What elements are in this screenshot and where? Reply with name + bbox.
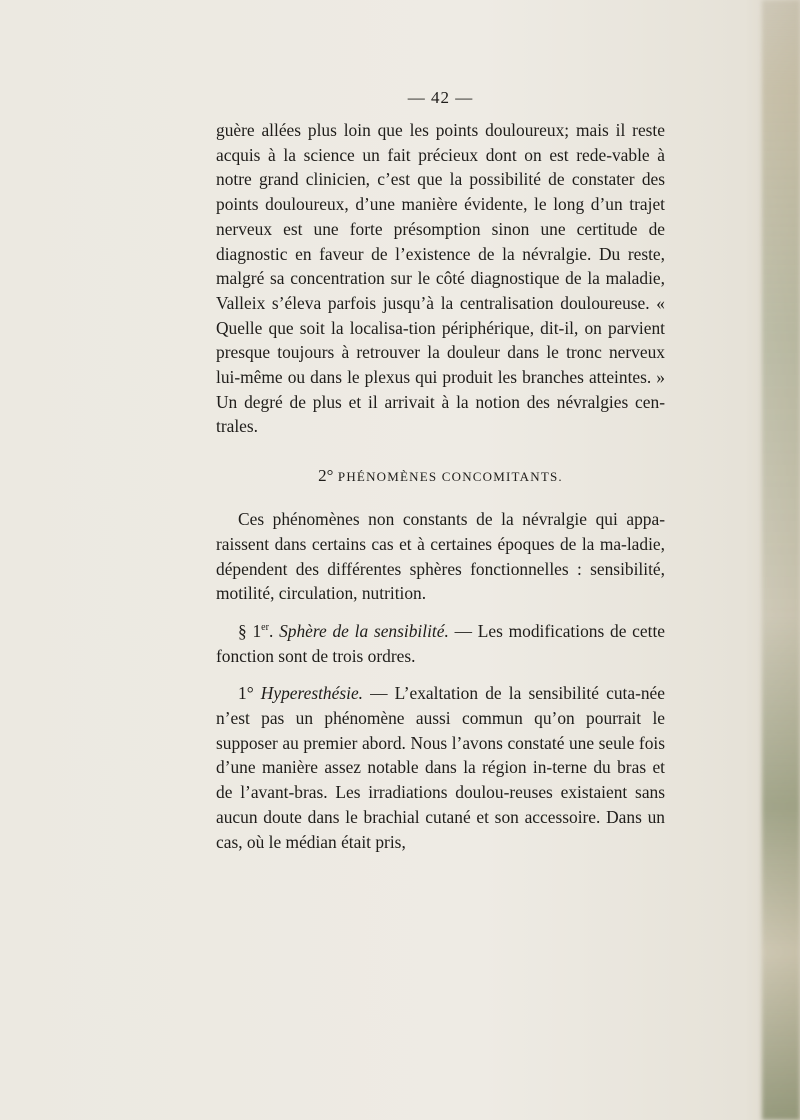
paragraph-3 — [216, 619, 665, 668]
paragraph-4-rest: — L’exaltation de la sensibilité cuta-née n’est pas un phénomène aussi commun qu’on pourrait le supposer au premier abord. Nous l’avons constaté une seule fois d’une manière assez notable dans la région in-terne du bras et de l’avant-bras. Les irradiations doulou-reuses existaient sans aucun doute dans le brachial cutané et son accessoire. Dans un cas, où le médian était pris, — [216, 683, 665, 852]
paragraph-3-prefix: § 1 — [238, 620, 262, 641]
paragraph-4-italic: Hyperesthésie. — [260, 683, 364, 704]
paragraph-4 — [216, 681, 665, 854]
page-number: — 42 — — [407, 88, 474, 107]
text-block — [216, 88, 665, 854]
paragraph-3-rest: — Les modifications de cette fonction sont de trois ordres. — [216, 620, 665, 666]
page-edge-stain — [762, 0, 800, 1120]
section-heading-title: PHÉNOMÈNES CONCOMITANTS. — [337, 469, 563, 485]
paragraph-1: guère allées plus loin que les points douloureux; mais il reste acquis à la science un fait précieux dont on est rede-vable à notre grand clinicien, c’est que la possibilité de constater des points douloureux, d’une manière évidente, le long d’un trajet nerveux est une forte présomption sinon une certitude de diagnostic en faveur de l’existence de la névralgie. Du reste, malgré sa concentration sur le côté diagnostique de la maladie, Valleix s’éleva parfois jusqu’à la centralisation douloureuse. « Quelle que soit la localisa-tion périphérique, dit-il, on parvient presque toujours à retrouver la douleur dans le tronc nerveux lui-même ou dans le plexus qui produit les branches atteintes. » Un degré de plus et il arrivait à la notion des névralgies cen-trales. — [216, 120, 665, 437]
paragraph-4-prefix: 1° — [238, 683, 261, 704]
section-heading — [216, 464, 665, 488]
paragraph-2: Ces phénomènes non constants de la névralgie qui appa-raissent dans certains cas et à certaines époques de la ma-ladie, dépendent des différentes sphères fonctionnelles : sensibilité, motilité, circulation, nutrition. — [216, 509, 665, 604]
paragraph-3-italic: Sphère de la sensibilité. — [279, 620, 449, 641]
section-heading-number: 2° — [318, 466, 334, 486]
paragraph-3-sup: er — [261, 622, 269, 634]
paragraph-3-dot: . — [268, 620, 280, 641]
